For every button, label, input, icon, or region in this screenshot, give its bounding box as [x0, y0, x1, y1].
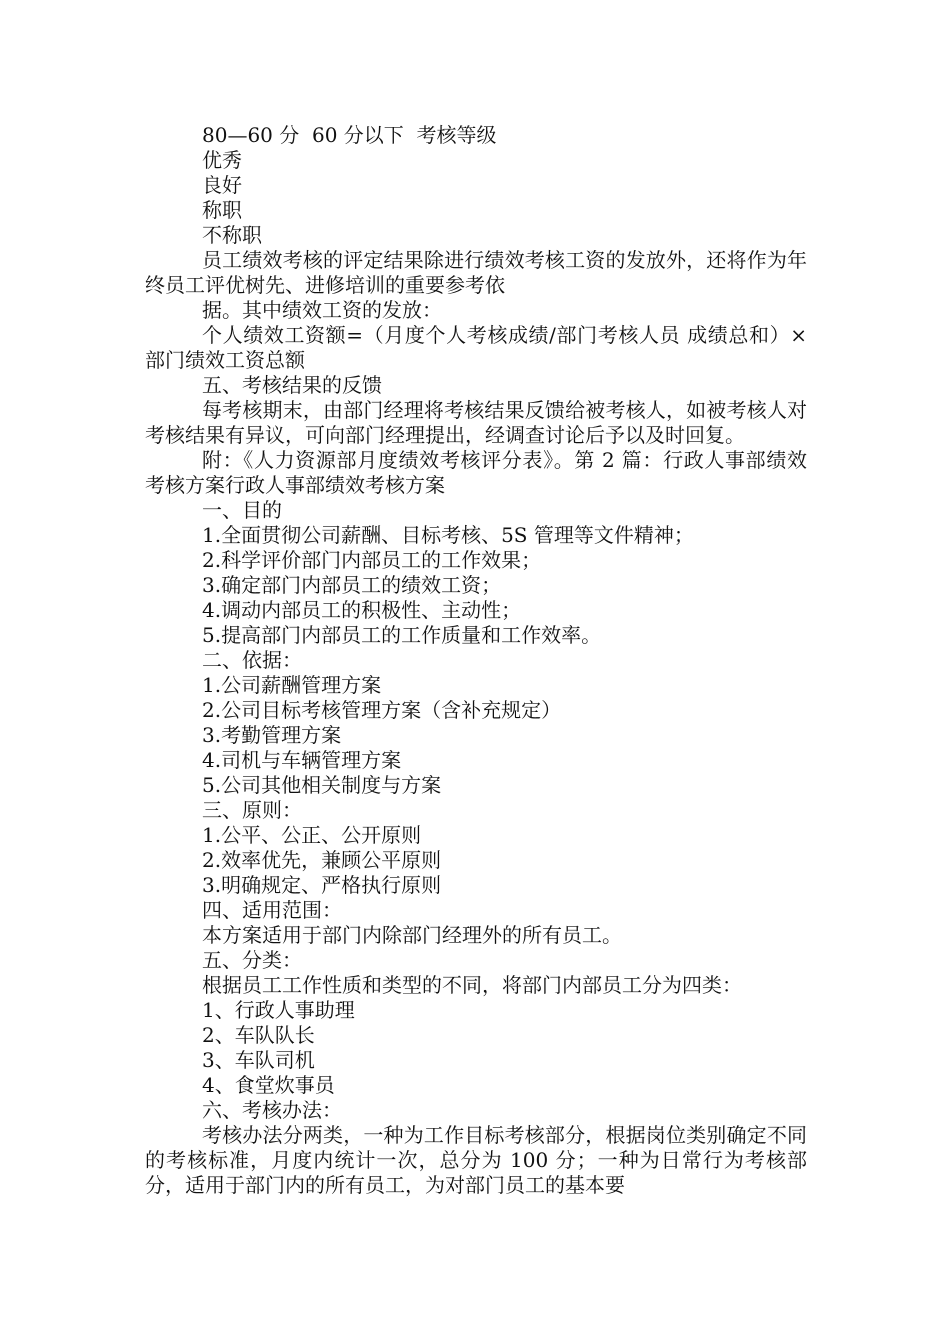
list-item: 3、车队司机: [202, 1048, 315, 1072]
list-item: 4.司机与车辆管理方案: [202, 748, 402, 772]
list-item: 2.科学评价部门内部员工的工作效果；: [202, 548, 542, 572]
paragraph-salary-intro: 据。其中绩效工资的发放：: [202, 298, 442, 322]
list-item: 5.提高部门内部员工的工作质量和工作效率。: [202, 623, 602, 647]
list-item: 3.确定部门内部员工的绩效工资；: [202, 573, 502, 597]
heading-purpose: 一、目的: [202, 498, 282, 522]
list-item: 5.公司其他相关制度与方案: [202, 773, 442, 797]
heading-scope: 四、适用范围：: [202, 898, 342, 922]
list-item: 4、食堂炊事员: [202, 1073, 335, 1097]
document-page: [145, 123, 807, 1198]
paragraph-result-usage: 员工绩效考核的评定结果除进行绩效考核工资的发放外，还将作为年终员工评优树先、进修培训的重要参考依: [145, 248, 807, 297]
list-item: 3.考勤管理方案: [202, 723, 342, 747]
list-item: 1.公平、公正、公开原则: [202, 823, 422, 847]
heading-classification: 五、分类：: [202, 948, 302, 972]
paragraph-classification: 根据员工工作性质和类型的不同，将部门内部员工分为四类：: [202, 973, 742, 997]
list-item: 2、车队队长: [202, 1023, 315, 1047]
list-item: 1.全面贯彻公司薪酬、目标考核、5S 管理等文件精神；: [202, 523, 694, 547]
grade-good: 良好: [202, 173, 242, 197]
heading-basis: 二、依据：: [202, 648, 302, 672]
list-item: 1、行政人事助理: [202, 998, 355, 1022]
list-item: 1.公司薪酬管理方案: [202, 673, 382, 697]
grade-header-line: 80—60 分 60 分以下 考核等级: [202, 123, 497, 147]
heading-principles: 三、原则：: [202, 798, 302, 822]
grade-competent: 称职: [202, 198, 242, 222]
list-item: 2.效率优先，兼顾公平原则: [202, 848, 442, 872]
paragraph-feedback: 每考核期末，由部门经理将考核结果反馈给被考核人，如被考核人对考核结果有异议，可向部门经理提出，经调查讨论后予以及时回复。: [145, 398, 807, 447]
paragraph-appendix: 附：《人力资源部月度绩效考核评分表》。第 2 篇：行政人事部绩效考核方案行政人事部绩效考核方案: [145, 448, 807, 497]
list-item: 4.调动内部员工的积极性、主动性；: [202, 598, 522, 622]
heading-method: 六、考核办法：: [202, 1098, 342, 1122]
grade-excellent: 优秀: [202, 148, 242, 172]
list-item: 3.明确规定、严格执行原则: [202, 873, 442, 897]
paragraph-method: 考核办法分两类，一种为工作目标考核部分，根据岗位类别确定不同的考核标准，月度内统计一次，总分为 100 分；一种为日常行为考核部分，适用于部门内的所有员工，为对部门员工的基本要: [145, 1123, 807, 1197]
grade-incompetent: 不称职: [202, 223, 262, 247]
heading-feedback: 五、考核结果的反馈: [202, 373, 382, 397]
paragraph-salary-formula: 个人绩效工资额=（月度个人考核成绩/部门考核人员 成绩总和）×部门绩效工资总额: [145, 323, 807, 372]
paragraph-scope: 本方案适用于部门内除部门经理外的所有员工。: [202, 923, 622, 947]
list-item: 2.公司目标考核管理方案（含补充规定）: [202, 698, 562, 722]
